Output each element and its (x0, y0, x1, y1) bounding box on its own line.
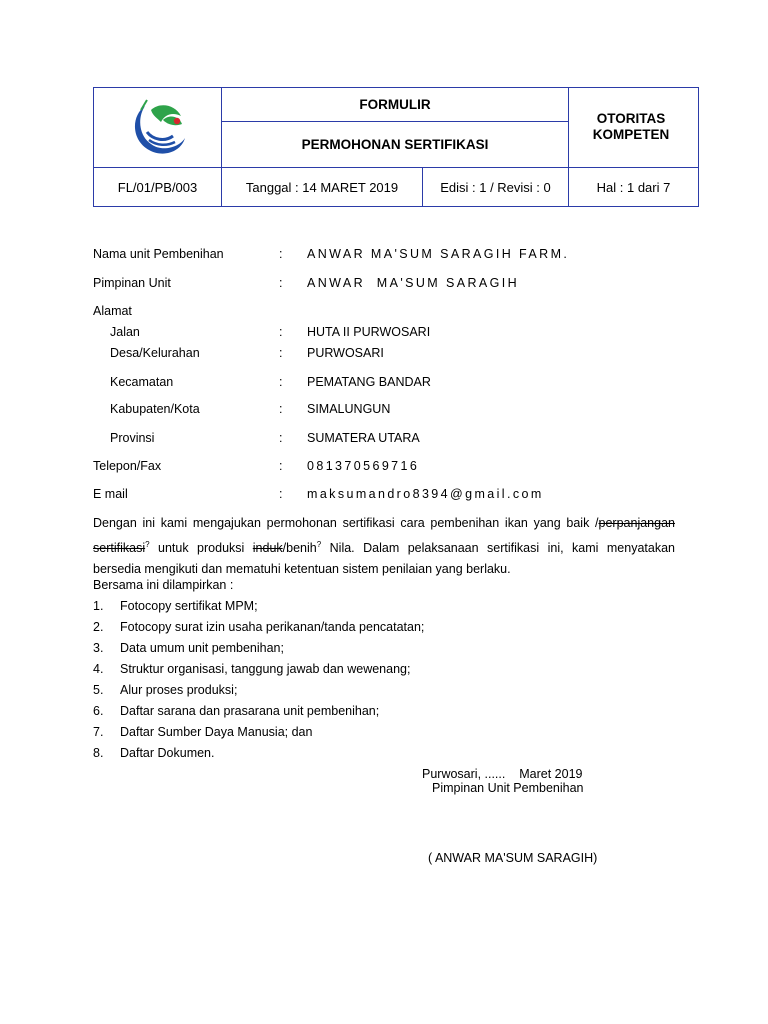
list-number: 6. (93, 704, 104, 718)
province-value: SUMATERA UTARA (307, 431, 420, 445)
list-number: 1. (93, 599, 104, 613)
unit-name-label: Nama unit Pembenihan (93, 247, 224, 261)
street-value: HUTA II PURWOSARI (307, 325, 431, 339)
list-item: Fotocopy sertifikat MPM; (120, 599, 258, 613)
village-label: Desa/Kelurahan (110, 346, 200, 360)
colon: : (279, 431, 283, 445)
statement-text: /benih (282, 541, 317, 556)
colon: : (279, 375, 283, 389)
phone-value: 081370569716 (307, 459, 420, 473)
signature-role: Pimpinan Unit Pembenihan (432, 781, 584, 795)
request-statement (93, 513, 675, 580)
edition-revision: Edisi : 1 / Revisi : 0 (440, 179, 551, 195)
document-code: FL/01/PB/003 (117, 179, 198, 195)
attachments-intro: Bersama ini dilampirkan : (93, 578, 234, 592)
unit-name-value: ANWAR MA'SUM SARAGIH FARM. (307, 247, 570, 261)
statement-text: untuk produksi (149, 541, 253, 556)
colon: : (279, 325, 283, 339)
footnote-mark: ? (145, 540, 150, 549)
colon: : (279, 346, 283, 360)
statement-text: Dengan ini kami mengajukan permohonan sertifikasi cara pembenihan ikan yang baik / (93, 516, 599, 530)
regency-label: Kabupaten/Kota (110, 402, 200, 416)
district-value: PEMATANG BANDAR (307, 375, 431, 389)
footnote-mark: ? (316, 540, 322, 549)
list-item: Alur proses produksi; (120, 683, 238, 697)
colon: : (279, 247, 283, 261)
form-title: FORMULIR (359, 97, 431, 112)
regency-value: SIMALUNGUN (307, 402, 391, 416)
list-number: 3. (93, 641, 104, 655)
colon: : (279, 402, 283, 416)
page-number: Hal : 1 dari 7 (596, 179, 671, 195)
signature-place-date: Purwosari, ...... Maret 2019 (422, 767, 583, 781)
list-item: Daftar Sumber Daya Manusia; dan (120, 725, 313, 739)
statement-text: Nila. Dalam pelaksanaan sertifikasi ini, kami menyatakan bersedia mengikuti dan mematuhi ketentuan sistem penilaian yang berlaku. (93, 541, 675, 577)
district-label: Kecamatan (110, 375, 174, 389)
document-date: Tanggal : 14 MARET 2019 (245, 179, 399, 195)
phone-label: Telepon/Fax (93, 459, 162, 473)
list-number: 7. (93, 725, 104, 739)
email-value: maksumandro8394@gmail.com (307, 487, 544, 501)
email-label: E mail (93, 487, 128, 501)
list-item: Data umum unit pembenihan; (120, 641, 284, 655)
leader-label: Pimpinan Unit (93, 276, 171, 290)
struck-text: perpanjangan sertifikasi (93, 516, 675, 556)
list-number: 5. (93, 683, 104, 697)
form-subtitle: PERMOHONAN SERTIFIKASI (301, 137, 489, 152)
list-item: Daftar Dokumen. (120, 746, 215, 760)
list-item: Struktur organisasi, tanggung jawab dan wewenang; (120, 662, 411, 676)
address-label: Alamat (93, 304, 132, 318)
colon: : (279, 487, 283, 501)
list-number: 2. (93, 620, 104, 634)
signatory-name: ( ANWAR MA'SUM SARAGIH) (428, 851, 598, 865)
street-label: Jalan (110, 325, 140, 339)
province-label: Provinsi (110, 431, 155, 445)
list-item: Fotocopy surat izin usaha perikanan/tanda pencatatan; (120, 620, 425, 634)
struck-text: induk (252, 541, 283, 556)
colon: : (279, 459, 283, 473)
list-number: 8. (93, 746, 104, 760)
list-number: 4. (93, 662, 104, 676)
header-table (93, 87, 699, 207)
village-value: PURWOSARI (307, 346, 384, 360)
list-item: Daftar sarana dan prasarana unit pembenihan; (120, 704, 380, 718)
leader-value: ANWAR MA'SUM SARAGIH (307, 276, 520, 290)
colon: : (279, 276, 283, 290)
agency-logo (102, 94, 214, 162)
authority-label: OTORITAS KOMPETEN (592, 111, 670, 142)
